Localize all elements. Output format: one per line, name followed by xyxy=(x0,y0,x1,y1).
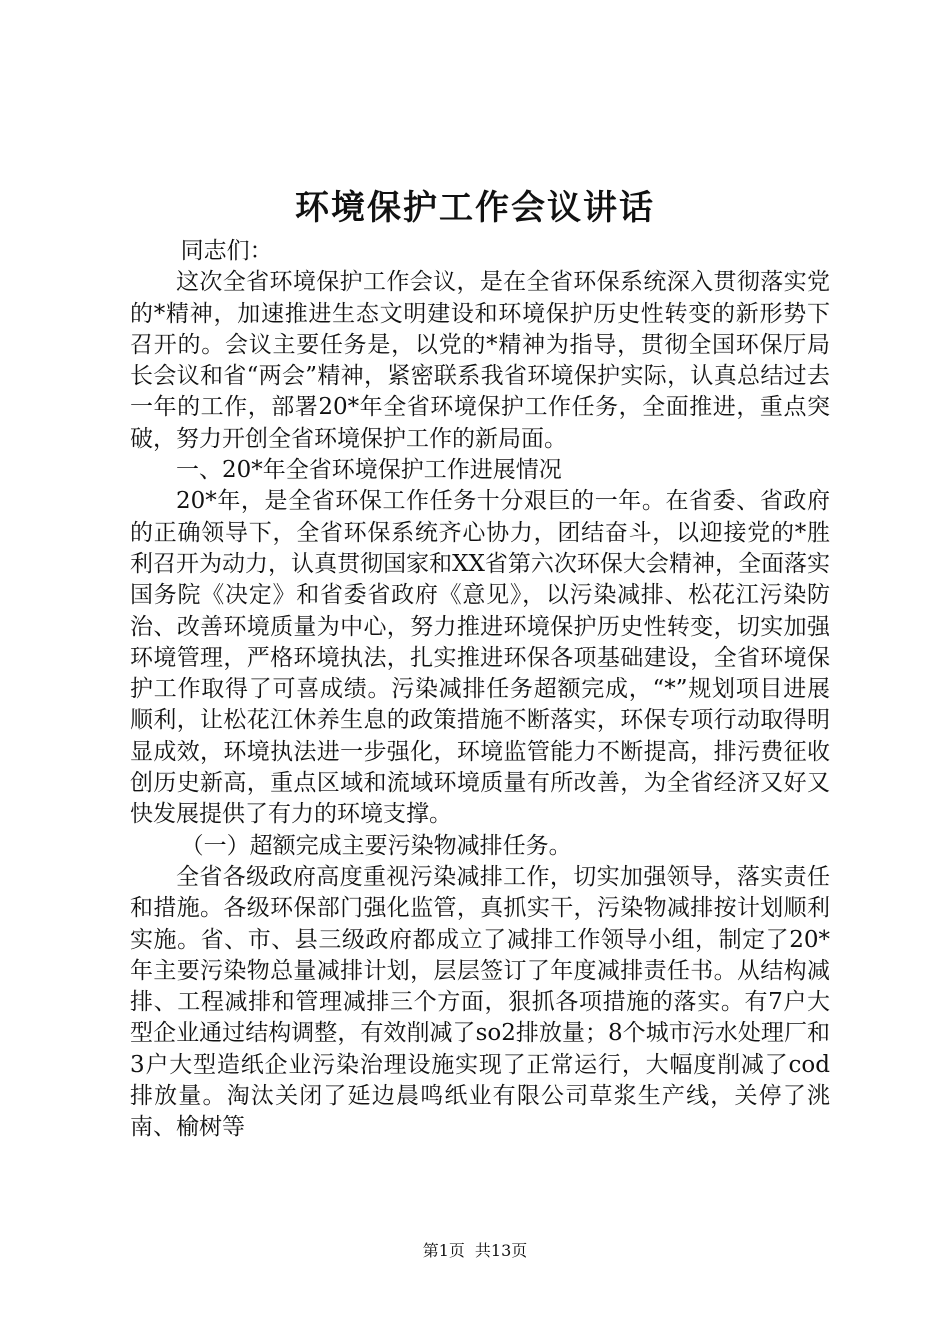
paragraph-progress: 20*年，是全省环保工作任务十分艰巨的一年。在省委、省政府的正确领导下，全省环保系统齐心协力，团结奋斗，以迎接党的*胜利召开为动力，认真贯彻国家和XX省第六次环保大会精神，全面落实国务院《决定》和省委省政府《意见》，以污染减排、松花江污染防治、改善环境质量为中心，努力推进环境保护历史性转变，切实加强环境管理，严格环境执法，扎实推进环保各项基础建设，全省环境保护工作取得了可喜成绩。污染减排任务超额完成，“*”规划项目进展顺利，让松花江休养生息的政策措施不断落实，环保专项行动取得明显成效，环境执法进一步强化，环境监管能力不断提高，排污费征收创历史新高，重点区域和流域环境质量有所改善，为全省经济又好又快发展提供了有力的环境支撑。 xyxy=(130,488,830,828)
section-heading: 一、20*年全省环境保护工作进展情况 xyxy=(176,457,562,484)
page-total: 共13页 xyxy=(474,1241,528,1260)
paragraph-intro: 这次全省环境保护工作会议，是在全省环保系统深入贯彻落实党的*精神，加速推进生态文明建设和环境保护历史性转变的新形势下召开的。会议主要任务是，以党的*精神为指导，贯彻全国环保厅局长会议和省“两会”精神，紧密联系我省环境保护实际，认真总结过去一年的工作，部署20*年全省环境保护工作任务，全面推进，重点突破，努力开创全省环境保护工作的新局面。 xyxy=(130,269,830,452)
salutation: 同志们： xyxy=(180,238,273,264)
paragraph-emission-reduction: 全省各级政府高度重视污染减排工作，切实加强领导，落实责任和措施。各级环保部门强化监管，真抓实干，污染物减排按计划顺利实施。省、市、县三级政府都成立了减排工作领导小组，制定了20*年主要污染物总量减排计划，层层签订了年度减排责任书。从结构减排、工程减排和管理减排三个方面，狠抓各项措施的落实。有7户大型企业通过结构调整，有效削减了so2排放量；8个城市污水处理厂和3户大型造纸企业污染治理设施实现了正常运行，大幅度削减了cod排放量。淘汰关闭了延边晨鸣纸业有限公司草浆生产线，关停了洮南、榆树等 xyxy=(130,863,830,1141)
page-footer xyxy=(0,1240,950,1262)
page-number: 第1页 xyxy=(422,1241,465,1260)
document-title: 环境保护工作会议讲话 xyxy=(295,188,655,228)
document-body xyxy=(130,236,830,1144)
subsection-heading: （一）超额完成主要污染物减排任务。 xyxy=(180,832,572,859)
